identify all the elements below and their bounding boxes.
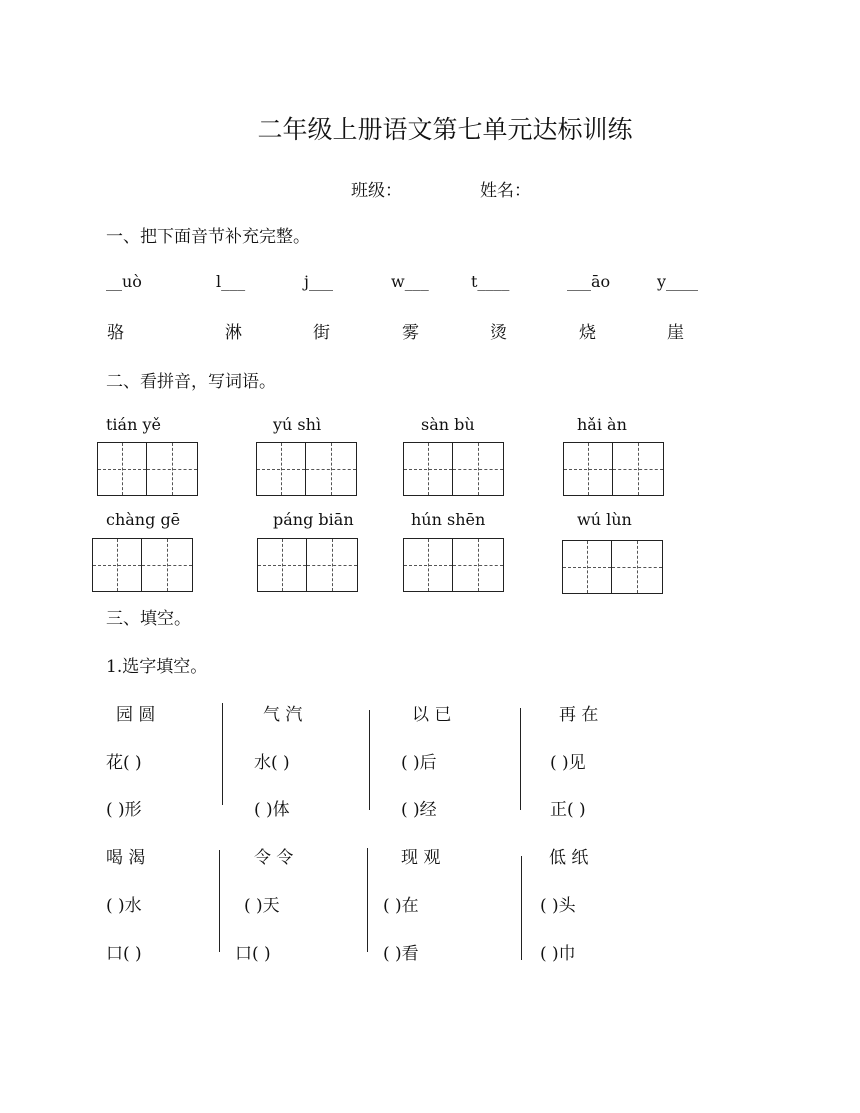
section3-heading: 三、填空。 xyxy=(106,609,191,629)
writing-grid[interactable] xyxy=(257,538,358,592)
syllable-blank: y____ xyxy=(657,272,699,291)
char-pair: 令 令 xyxy=(254,848,294,868)
writing-grid[interactable] xyxy=(563,442,664,496)
character: 街 xyxy=(313,323,330,343)
fill-blank: ( )体 xyxy=(254,800,290,820)
char-pair: 现 观 xyxy=(401,848,441,868)
fill-blank: ( )在 xyxy=(383,896,419,916)
char-pair: 喝 渴 xyxy=(106,848,146,868)
char-pair: 再 在 xyxy=(559,705,599,725)
fill-blank: ( )水 xyxy=(106,896,142,916)
fill-blank: 口( ) xyxy=(106,944,142,964)
pinyin-label: wú lùn xyxy=(577,510,632,529)
pinyin-label: páng biān xyxy=(273,510,354,529)
pinyin-label: chàng gē xyxy=(106,510,181,529)
name-label: 姓名： xyxy=(480,181,531,201)
character: 烧 xyxy=(579,323,596,343)
subsection-heading: 1.选字填空。 xyxy=(106,657,208,677)
char-pair: 气 汽 xyxy=(263,705,303,725)
section1-heading: 一、把下面音节补充完整。 xyxy=(106,227,310,247)
column-divider xyxy=(520,708,521,810)
syllable-blank: t____ xyxy=(471,272,510,291)
pinyin-label: yú shì xyxy=(273,415,322,434)
writing-grid[interactable] xyxy=(92,538,193,592)
column-divider xyxy=(222,703,223,805)
fill-blank: 正( ) xyxy=(550,800,586,820)
fill-blank: ( )后 xyxy=(401,753,437,773)
char-pair: 园 圆 xyxy=(116,705,156,725)
character: 淋 xyxy=(225,323,242,343)
fill-blank: 花( ) xyxy=(106,753,142,773)
writing-grid[interactable] xyxy=(562,540,663,594)
fill-blank: ( )看 xyxy=(383,944,419,964)
character: 崖 xyxy=(667,323,684,343)
fill-blank: ( )见 xyxy=(550,753,586,773)
char-pair: 以 已 xyxy=(412,705,452,725)
pinyin-label: tián yě xyxy=(106,415,161,434)
fill-blank: ( )巾 xyxy=(540,944,576,964)
column-divider xyxy=(521,856,522,960)
fill-blank: 水( ) xyxy=(254,753,290,773)
writing-grid[interactable] xyxy=(403,538,504,592)
page-title: 二年级上册语文第七单元达标训练 xyxy=(257,115,633,144)
writing-grid[interactable] xyxy=(403,442,504,496)
syllable-blank: w___ xyxy=(391,272,429,291)
writing-grid[interactable] xyxy=(97,442,198,496)
fill-blank: ( )经 xyxy=(401,800,437,820)
section2-heading: 二、看拼音，写词语。 xyxy=(106,372,276,392)
syllable-blank: __uò xyxy=(106,272,142,291)
writing-grid[interactable] xyxy=(256,442,357,496)
column-divider xyxy=(367,848,368,952)
pinyin-label: sàn bù xyxy=(421,415,475,434)
syllable-blank: ___āo xyxy=(567,272,611,291)
character: 烫 xyxy=(490,323,507,343)
fill-blank: ( )形 xyxy=(106,800,142,820)
column-divider xyxy=(219,850,220,952)
char-pair: 低 纸 xyxy=(549,848,589,868)
fill-blank: ( )天 xyxy=(244,896,280,916)
fill-blank: 口( ) xyxy=(235,944,271,964)
character: 雾 xyxy=(402,323,419,343)
fill-blank: ( )头 xyxy=(540,896,576,916)
syllable-blank: j___ xyxy=(304,272,333,291)
column-divider xyxy=(369,710,370,810)
pinyin-label: hǎi àn xyxy=(577,415,627,434)
syllable-blank: l___ xyxy=(216,272,246,291)
character: 骆 xyxy=(107,323,124,343)
class-label: 班级： xyxy=(351,181,402,201)
pinyin-label: hún shēn xyxy=(411,510,486,529)
